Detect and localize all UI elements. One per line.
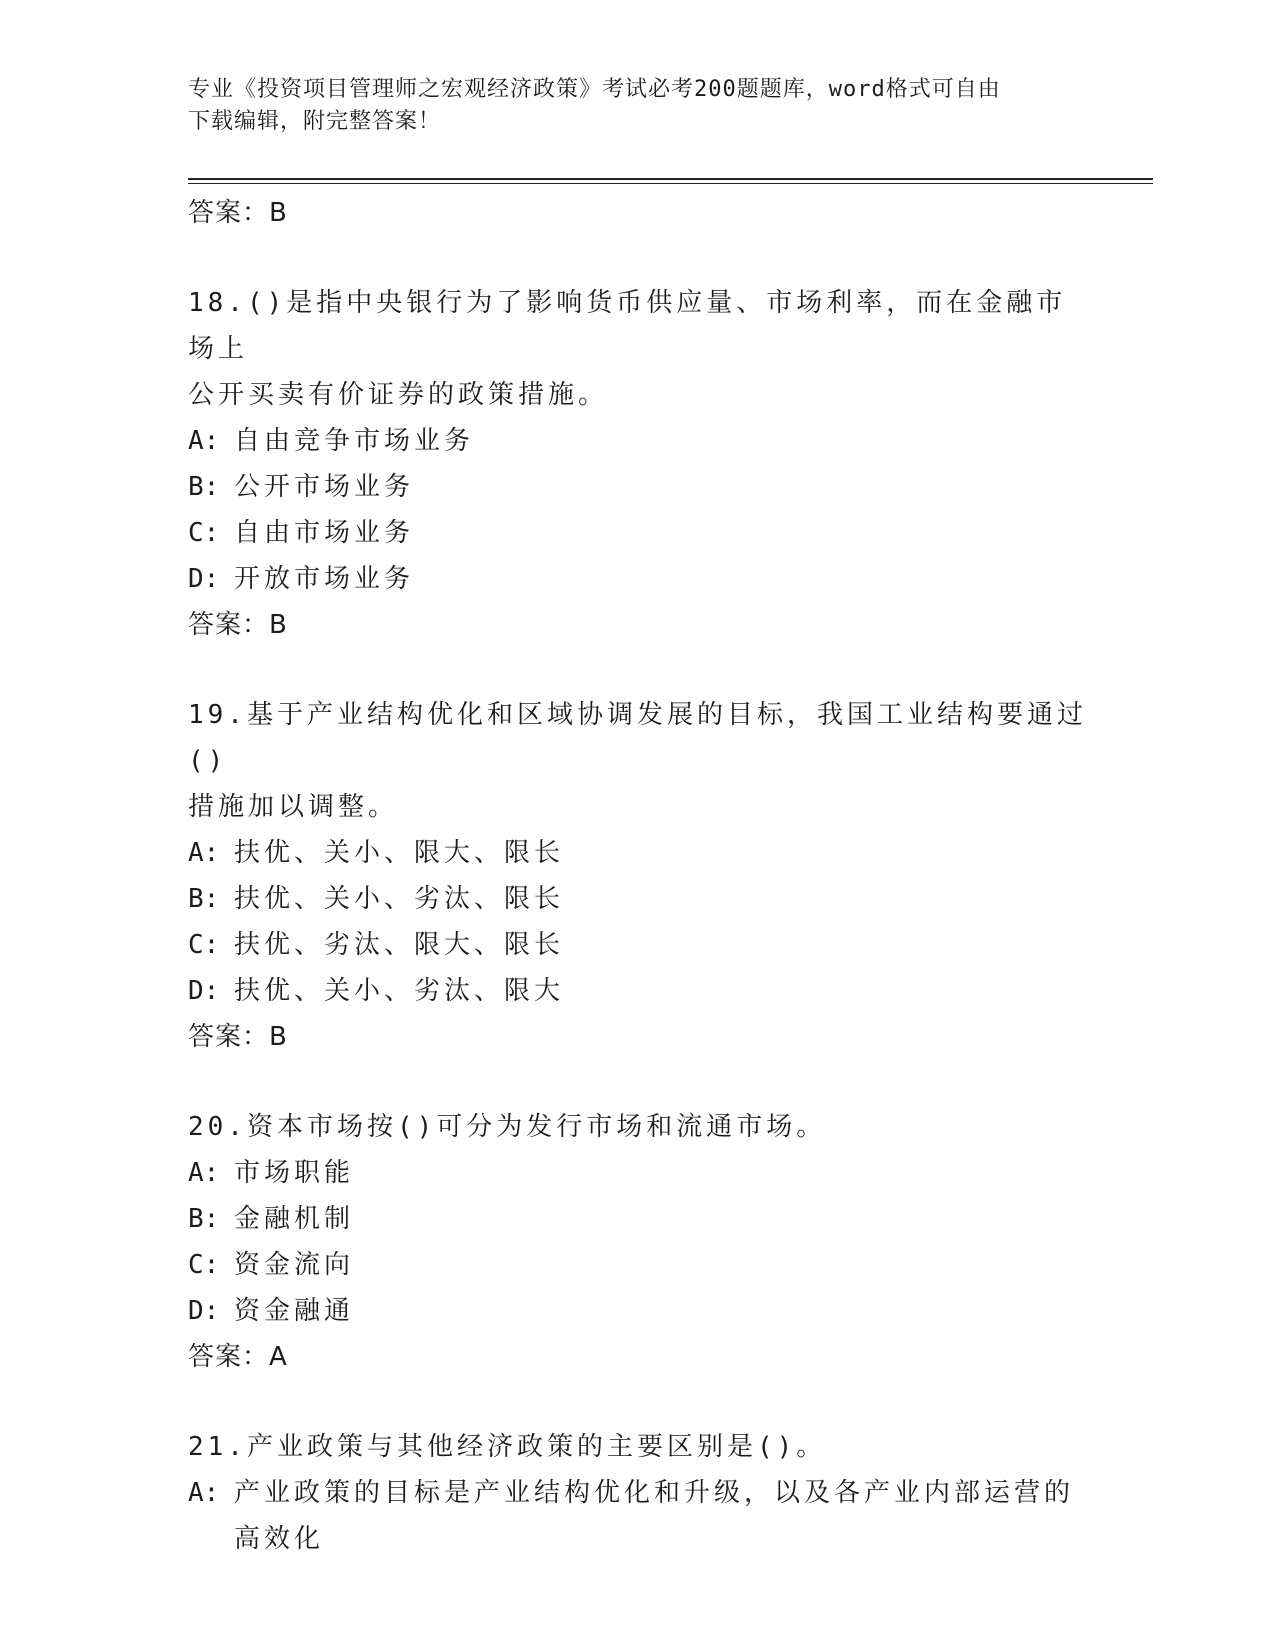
option-c bbox=[188, 922, 1088, 968]
option-text: 市场职能 bbox=[234, 1158, 355, 1188]
answer-line: 答案：B bbox=[188, 198, 288, 228]
option-text: 公开市场业务 bbox=[234, 472, 415, 502]
option-b bbox=[188, 1196, 1088, 1242]
question-list bbox=[188, 190, 1088, 1562]
option-c bbox=[188, 510, 1088, 556]
answer-line: 答案：B bbox=[188, 610, 288, 640]
option-b bbox=[188, 464, 1088, 510]
option-a bbox=[188, 830, 1088, 876]
question-stem-continued: 公开买卖有价证券的政策措施。 bbox=[188, 380, 609, 410]
option-letter: C: bbox=[188, 1250, 220, 1280]
option-text: 扶优、关小、劣汰、限长 bbox=[234, 884, 565, 914]
option-letter: C: bbox=[188, 518, 220, 548]
question-block bbox=[188, 1424, 1088, 1562]
answer-line: 答案：A bbox=[188, 1342, 288, 1372]
option-a bbox=[188, 1150, 1088, 1196]
document-header bbox=[188, 74, 1088, 138]
option-text: 扶优、关小、劣汰、限大 bbox=[234, 976, 565, 1006]
option-letter: D: bbox=[188, 1296, 220, 1326]
option-text: 金融机制 bbox=[234, 1204, 355, 1234]
header-divider-thick bbox=[188, 178, 1153, 180]
question-stem: 18.()是指中央银行为了影响货币供应量、市场利率，而在金融市场上 bbox=[188, 288, 1067, 364]
option-letter: B: bbox=[188, 472, 220, 502]
option-text: 扶优、劣汰、限大、限长 bbox=[234, 930, 565, 960]
option-letter: B: bbox=[188, 884, 220, 914]
header-line-2: 下载编辑，附完整答案！ bbox=[188, 109, 442, 134]
option-c bbox=[188, 1242, 1088, 1288]
question-stem-continued: 措施加以调整。 bbox=[188, 792, 399, 822]
question-stem: 20.资本市场按()可分为发行市场和流通市场。 bbox=[188, 1112, 827, 1142]
header-divider-thin bbox=[188, 183, 1153, 184]
header-line-1: 专业《投资项目管理师之宏观经济政策》考试必考200题题库，word格式可自由 bbox=[188, 77, 1001, 102]
option-text: 产业政策的目标是产业结构优化和升级，以及各产业内部运营的高效化 bbox=[234, 1478, 1075, 1554]
option-text: 扶优、关小、限大、限长 bbox=[234, 838, 565, 868]
option-text: 开放市场业务 bbox=[234, 564, 415, 594]
option-d bbox=[188, 968, 1088, 1014]
option-d bbox=[188, 1288, 1088, 1334]
option-a bbox=[188, 418, 1088, 464]
question-block bbox=[188, 692, 1088, 1060]
question-stem: 19.基于产业结构优化和区域协调发展的目标，我国工业结构要通过() bbox=[188, 700, 1087, 776]
option-letter: D: bbox=[188, 976, 220, 1006]
option-letter: A: bbox=[188, 838, 220, 868]
option-letter: C: bbox=[188, 930, 220, 960]
option-text: 自由竞争市场业务 bbox=[234, 426, 475, 456]
option-b bbox=[188, 876, 1088, 922]
option-letter: A: bbox=[188, 426, 220, 456]
option-a bbox=[188, 1470, 1088, 1562]
answer-line: 答案：B bbox=[188, 1022, 288, 1052]
question-stem: 21.产业政策与其他经济政策的主要区别是()。 bbox=[188, 1432, 827, 1462]
question-block bbox=[188, 1104, 1088, 1380]
option-text: 资金流向 bbox=[234, 1250, 355, 1280]
option-letter: A: bbox=[188, 1478, 220, 1508]
option-text: 自由市场业务 bbox=[234, 518, 415, 548]
option-letter: B: bbox=[188, 1204, 220, 1234]
option-d bbox=[188, 556, 1088, 602]
option-text: 资金融通 bbox=[234, 1296, 355, 1326]
question-block bbox=[188, 280, 1088, 648]
option-letter: A: bbox=[188, 1158, 220, 1188]
option-letter: D: bbox=[188, 564, 220, 594]
